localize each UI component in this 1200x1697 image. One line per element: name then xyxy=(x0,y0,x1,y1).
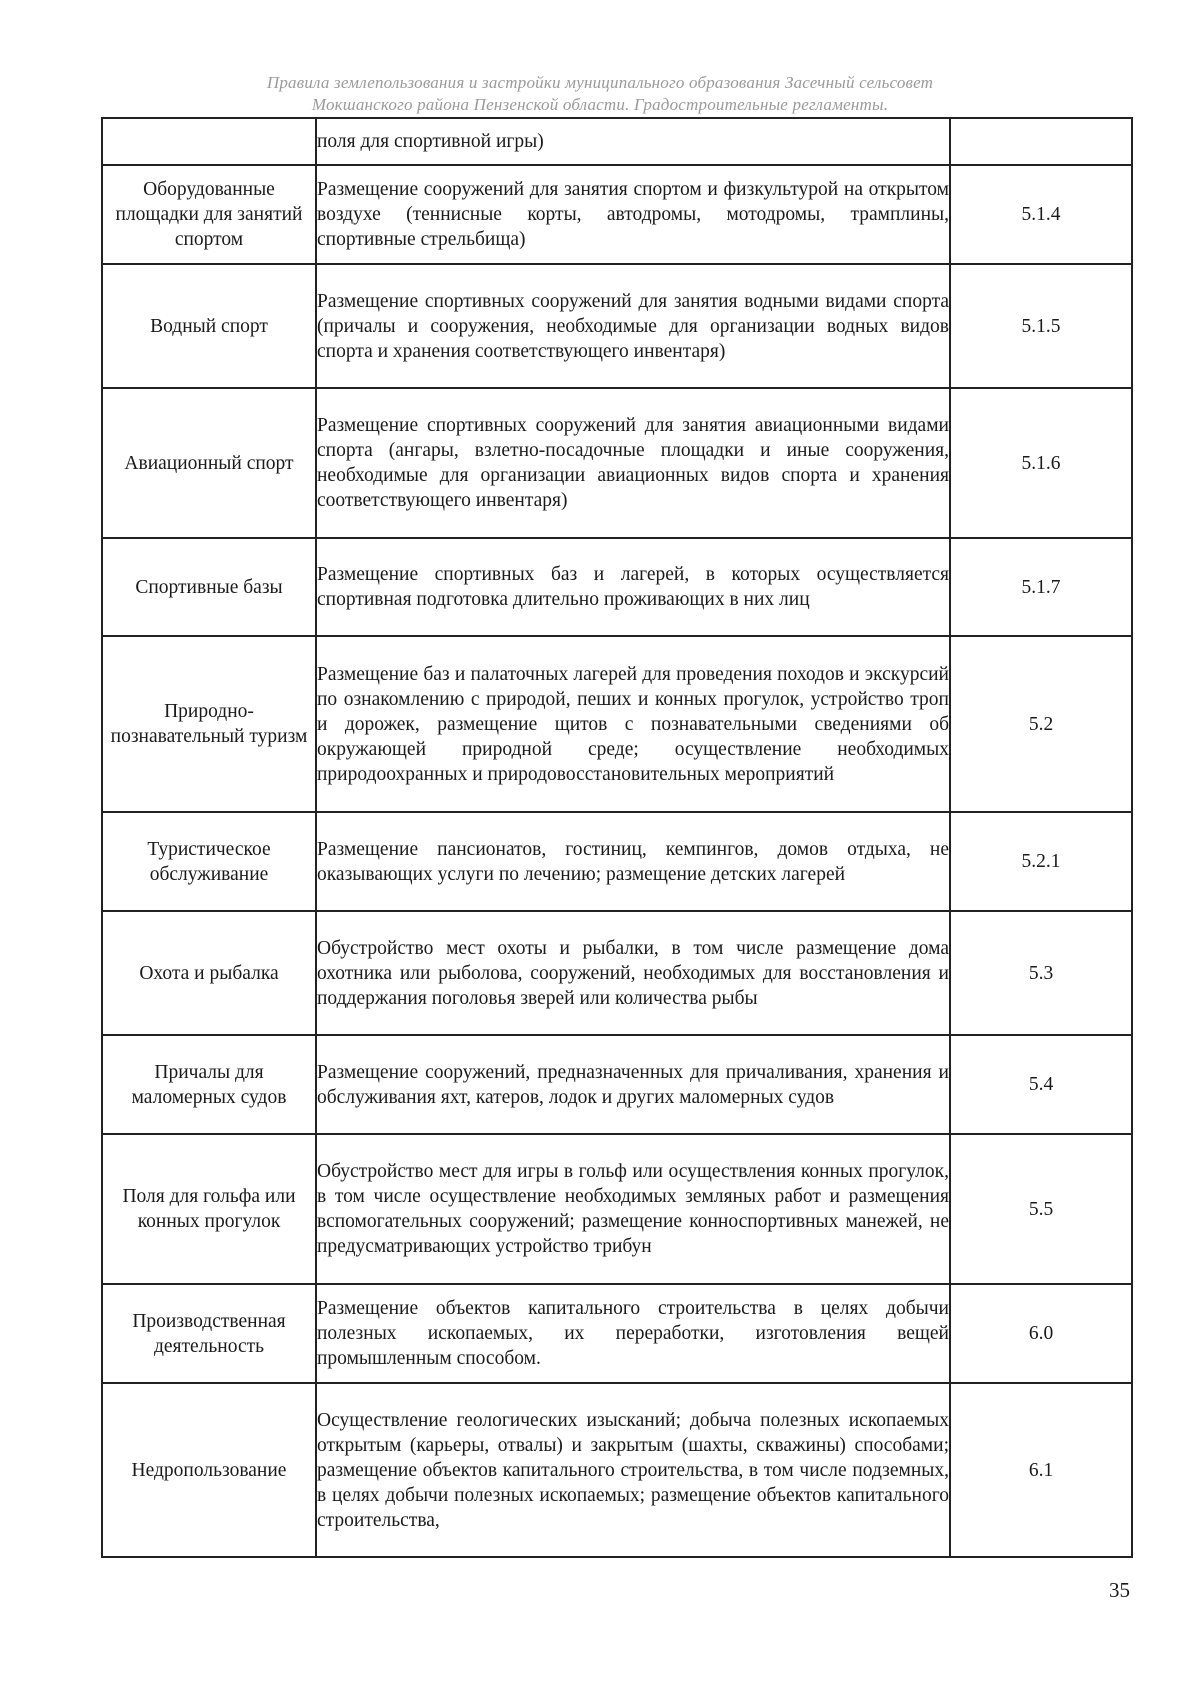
use-type-name: Причалы для маломерных судов xyxy=(102,1035,316,1134)
header-line-1: Правила землепользования и застройки муниципального образования Засечный сельсовет xyxy=(266,73,934,92)
use-type-description: поля для спортивной игры) xyxy=(316,118,950,165)
use-type-code: 5.1.7 xyxy=(950,538,1132,636)
table-row xyxy=(102,636,1132,812)
page-number: 35 xyxy=(1109,1578,1130,1602)
table-row xyxy=(102,1383,1132,1557)
use-type-code xyxy=(950,118,1132,165)
use-type-description: Размещение спортивных сооружений для занятия водными видами спорта (причалы и сооружения, необходимые для организации водных видов спорта и хранения соответствующего инвентаря) xyxy=(316,264,950,388)
use-type-name: Природно-познавательный туризм xyxy=(102,636,316,812)
header-line-2: Мокшанского района Пензенской области. Градостроительные регламенты. xyxy=(311,95,889,114)
use-type-name: Поля для гольфа или конных прогулок xyxy=(102,1134,316,1284)
use-type-description: Размещение баз и палаточных лагерей для проведения походов и экскурсий по ознакомлению с природой, пеших и конных прогулок, устройство троп и дорожек, размещение щитов с познавательными сведениями об окружающей природной среде; осуществление необходимых природоохранных и природовосстановительных мероприятий xyxy=(316,636,950,812)
table-row xyxy=(102,118,1132,165)
table-row xyxy=(102,165,1132,264)
use-type-description: Размещение спортивных баз и лагерей, в которых осуществляется спортивная подготовка длительно проживающих в них лиц xyxy=(316,538,950,636)
use-type-description: Размещение пансионатов, гостиниц, кемпингов, домов отдыха, не оказывающих услуги по лечению; размещение детских лагерей xyxy=(316,812,950,911)
use-type-code: 6.1 xyxy=(950,1383,1132,1557)
table-row xyxy=(102,812,1132,911)
use-type-name: Авиационный спорт xyxy=(102,388,316,538)
use-type-code: 5.3 xyxy=(950,911,1132,1035)
use-type-name: Оборудованные площадки для занятий спортом xyxy=(102,165,316,264)
use-type-description: Размещение сооружений, предназначенных для причаливания, хранения и обслуживания яхт, катеров, лодок и других маломерных судов xyxy=(316,1035,950,1134)
table-row xyxy=(102,1284,1132,1383)
use-type-name: Производственная деятельность xyxy=(102,1284,316,1383)
use-type-code: 6.0 xyxy=(950,1284,1132,1383)
use-type-name: Водный спорт xyxy=(102,264,316,388)
running-header xyxy=(100,72,1100,116)
table-row xyxy=(102,538,1132,636)
use-type-code: 5.5 xyxy=(950,1134,1132,1284)
table-row xyxy=(102,1035,1132,1134)
use-type-name: Спортивные базы xyxy=(102,538,316,636)
use-type-description: Размещение спортивных сооружений для занятия авиационными видами спорта (ангары, взлетно-посадочные площадки и иные сооружения, необходимые для организации авиационных видов спорта и хранения соответствующего инвентаря) xyxy=(316,388,950,538)
table-row xyxy=(102,388,1132,538)
use-type-description: Размещение объектов капитального строительства в целях добычи полезных ископаемых, их переработки, изготовления вещей промышленным способом. xyxy=(316,1284,950,1383)
use-type-name: Туристическое обслуживание xyxy=(102,812,316,911)
use-type-name: Охота и рыбалка xyxy=(102,911,316,1035)
use-type-code: 5.2.1 xyxy=(950,812,1132,911)
table-row xyxy=(102,911,1132,1035)
land-use-table xyxy=(101,117,1133,1558)
use-type-description: Обустройство мест для игры в гольф или осуществления конных прогулок, в том числе осуществление необходимых земляных работ и размещения вспомогательных сооружений; размещение конноспортивных манежей, не предусматривающих устройство трибун xyxy=(316,1134,950,1284)
table-row xyxy=(102,1134,1132,1284)
use-type-code: 5.2 xyxy=(950,636,1132,812)
use-type-code: 5.4 xyxy=(950,1035,1132,1134)
table-body xyxy=(102,118,1132,1557)
use-type-description: Осуществление геологических изысканий; добыча полезных ископаемых открытым (карьеры, отвалы) и закрытым (шахты, скважины) способами; размещение объектов капитального строительства, в том числе подземных, в целях добычи полезных ископаемых; размещение объектов капитального строительства, xyxy=(316,1383,950,1557)
use-type-code: 5.1.5 xyxy=(950,264,1132,388)
use-type-name: Недропользование xyxy=(102,1383,316,1557)
use-type-name xyxy=(102,118,316,165)
table-row xyxy=(102,264,1132,388)
use-type-code: 5.1.6 xyxy=(950,388,1132,538)
use-type-code: 5.1.4 xyxy=(950,165,1132,264)
use-type-description: Размещение сооружений для занятия спортом и физкультурой на открытом воздухе (теннисные корты, автодромы, мотодромы, трамплины, спортивные стрельбища) xyxy=(316,165,950,264)
use-type-description: Обустройство мест охоты и рыбалки, в том числе размещение дома охотника или рыболова, сооружений, необходимых для восстановления и поддержания поголовья зверей или количества рыбы xyxy=(316,911,950,1035)
